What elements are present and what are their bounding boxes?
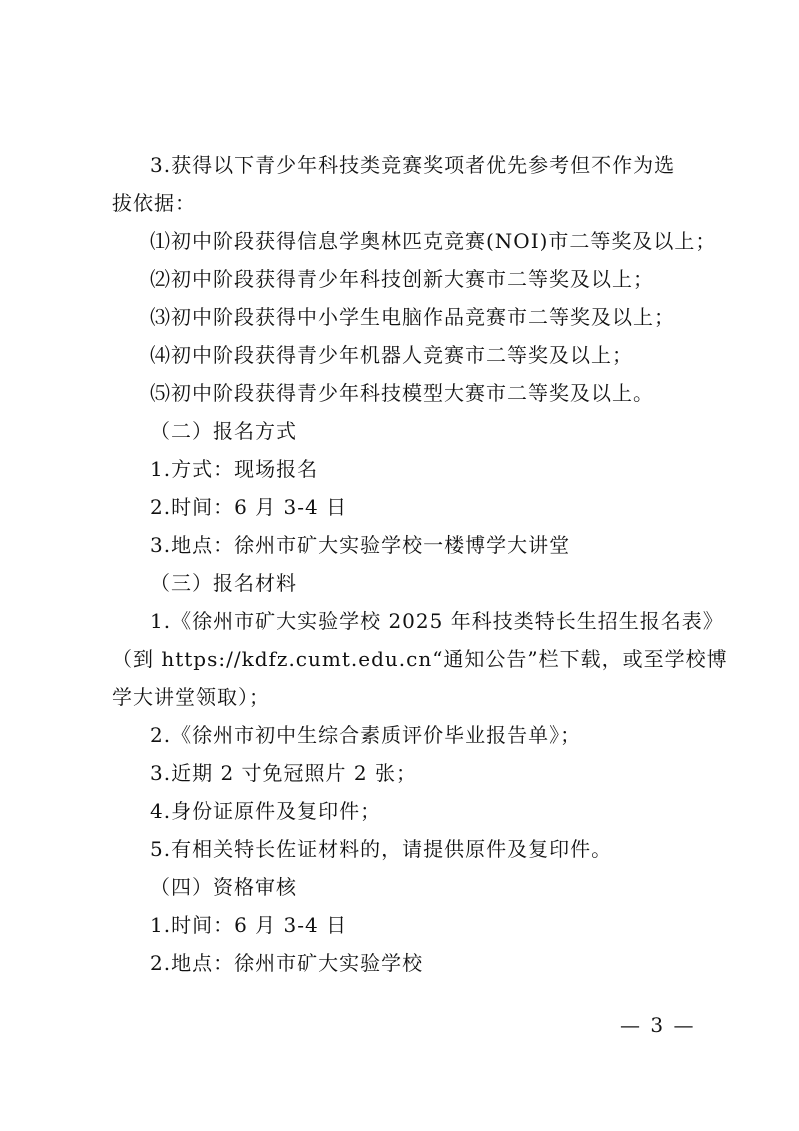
text-line: 1.时间：6 月 3-4 日	[150, 913, 348, 937]
text-line: 2.《徐州市初中生综合素质评价毕业报告单》；	[150, 723, 582, 747]
section-heading: （四）资格审核	[150, 875, 297, 899]
list-item: ⑷初中阶段获得青少年机器人竞赛市二等奖及以上；	[150, 343, 633, 367]
text-line: 2.地点：徐州市矿大实验学校	[150, 951, 424, 975]
list-item: ⑵初中阶段获得青少年科技创新大赛市二等奖及以上；	[150, 267, 654, 291]
text-line: 1.《徐州市矿大实验学校 2025 年科技类特长生招生报名表》	[150, 609, 724, 633]
text-line: 2.时间：6 月 3-4 日	[150, 495, 348, 519]
text-line: 学大讲堂领取）；	[112, 685, 270, 709]
list-item: ⑴初中阶段获得信息学奥林匹克竞赛(NOI)市二等奖及以上；	[150, 229, 717, 253]
list-item: ⑶初中阶段获得中小学生电脑作品竞赛市二等奖及以上；	[150, 305, 675, 329]
section-heading: （二）报名方式	[150, 419, 297, 443]
text-line: 3.获得以下青少年科技类竞赛奖项者优先参考但不作为选	[150, 153, 676, 177]
text-line: 5.有相关特长佐证材料的，请提供原件及复印件。	[150, 837, 613, 861]
text-line: （到 https://kdfz.cumt.edu.cn“通知公告”栏下载，或至学校博	[112, 647, 728, 671]
text-line: 4.身份证原件及复印件；	[150, 799, 382, 823]
page-number: — 3 —	[620, 1013, 696, 1037]
list-item: ⑸初中阶段获得青少年科技模型大赛市二等奖及以上。	[150, 381, 654, 405]
section-heading: （三）报名材料	[150, 571, 297, 595]
text-line: 3.近期 2 寸免冠照片 2 张；	[150, 761, 417, 785]
text-line: 拔依据：	[112, 191, 196, 215]
text-line: 3.地点：徐州市矿大实验学校一楼博学大讲堂	[150, 533, 571, 557]
text-line: 1.方式：现场报名	[150, 457, 319, 481]
